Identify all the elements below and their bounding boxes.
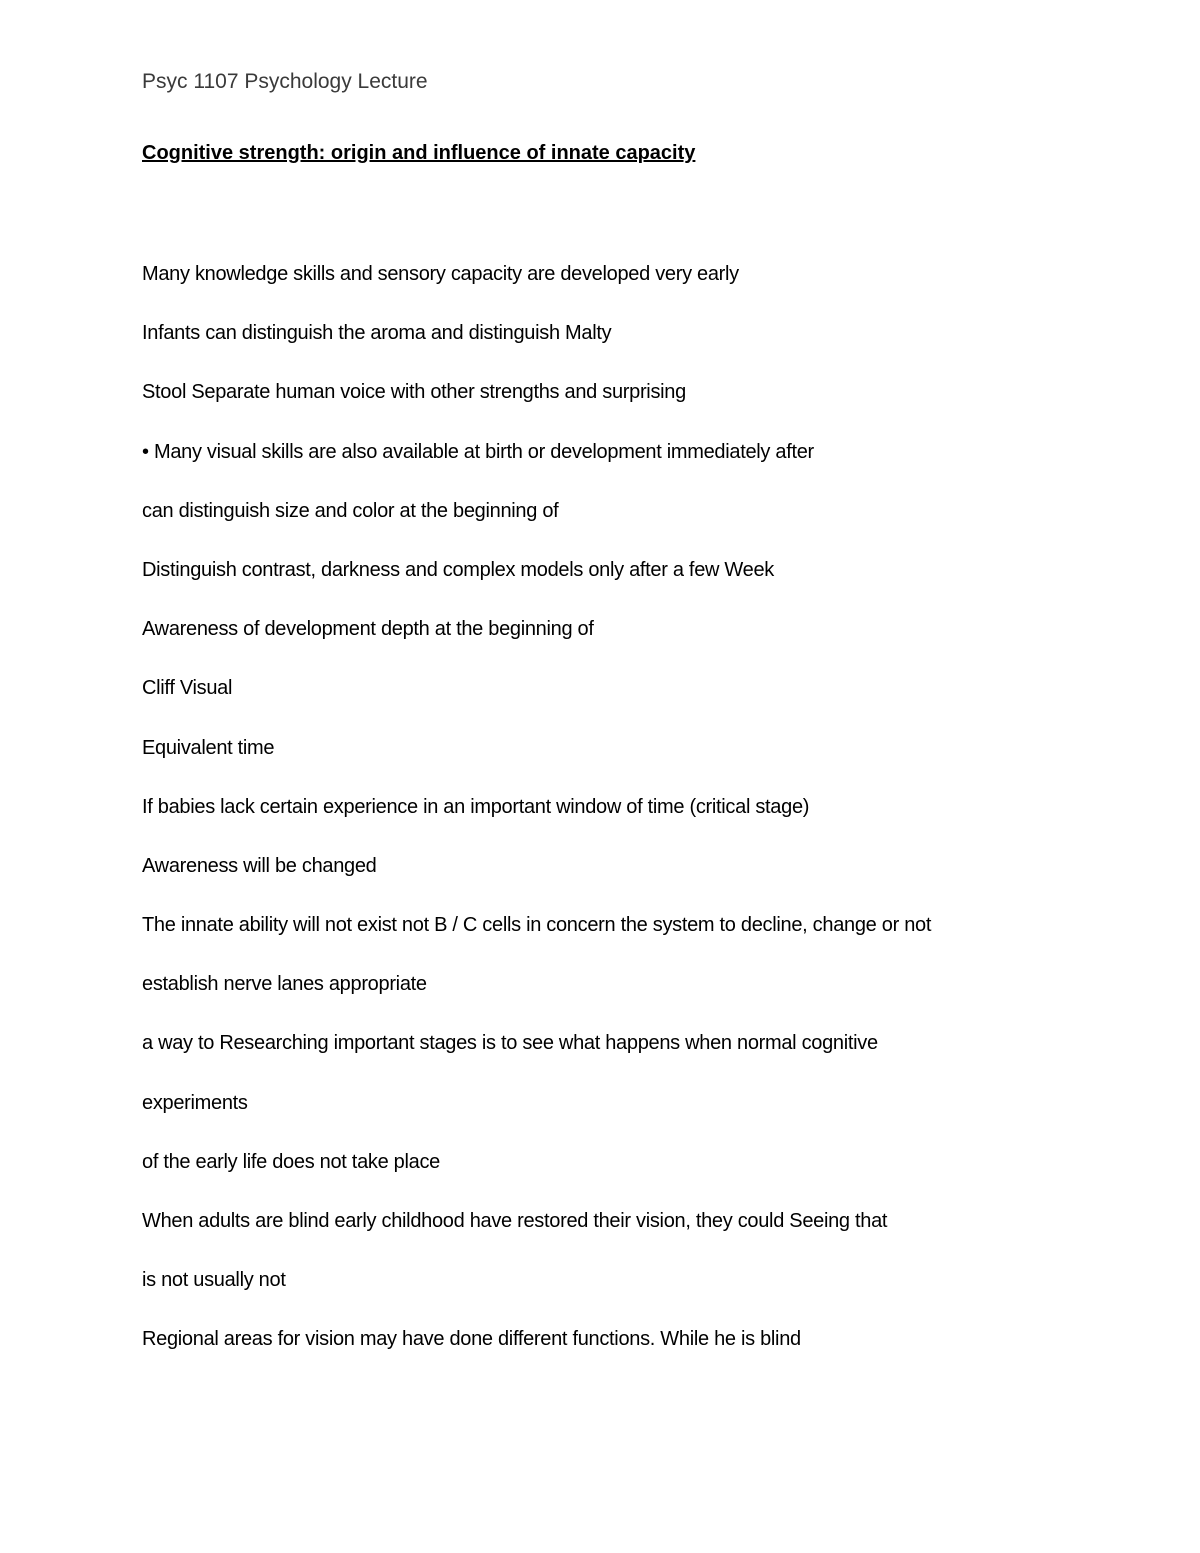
body-line: experiments: [142, 1091, 248, 1114]
body-line: Equivalent time: [142, 736, 275, 759]
body-line: a way to Researching important stages is to see what happens when normal cognitive: [142, 1032, 878, 1055]
body-line: establish nerve lanes appropriate: [142, 973, 427, 996]
body-line: Awareness of development depth at the beginning of: [142, 618, 594, 641]
body-line: The innate ability will not exist not B / C cells in concern the system to decline, change or not: [142, 914, 932, 937]
body-line: Distinguish contrast, darkness and complex models only after a few Week: [142, 558, 774, 581]
document-title: Cognitive strength: origin and influence of innate capacity: [142, 142, 696, 164]
body-line: If babies lack certain experience in an important window of time (critical stage): [142, 795, 810, 818]
document-body: [142, 260, 931, 1385]
body-line: is not usually not: [142, 1269, 286, 1292]
body-line: Regional areas for vision may have done different functions. While he is blind: [142, 1328, 801, 1351]
body-line: can distinguish size and color at the beginning of: [142, 499, 559, 522]
body-line: of the early life does not take place: [142, 1150, 440, 1173]
body-line: • Many visual skills are also available at birth or development immediately after: [142, 440, 814, 463]
body-line: Stool Separate human voice with other strengths and surprising: [142, 381, 686, 404]
document-header: Psyc 1107 Psychology Lecture: [142, 70, 428, 93]
body-line: Cliff Visual: [142, 677, 233, 700]
body-line: Many knowledge skills and sensory capacity are developed very early: [142, 263, 739, 285]
body-line: Awareness will be changed: [142, 854, 377, 877]
body-line: Infants can distinguish the aroma and distinguish Malty: [142, 322, 612, 345]
body-line: When adults are blind early childhood have restored their vision, they could Seeing that: [142, 1210, 888, 1232]
